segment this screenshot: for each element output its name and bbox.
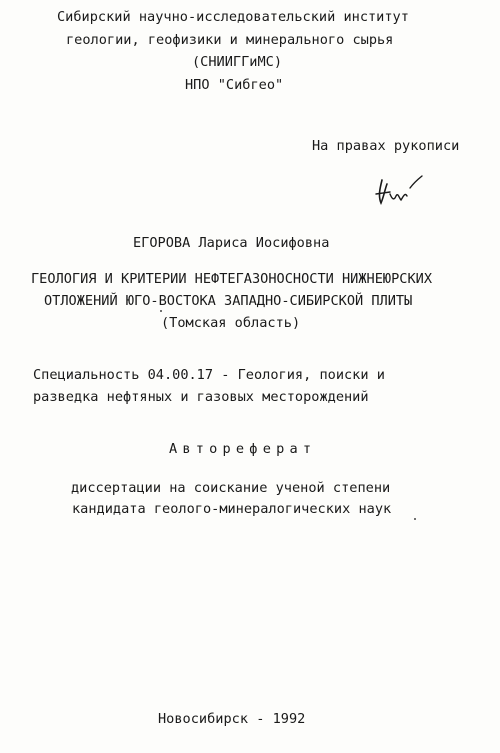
dissertation-title-line-1: ГЕОЛОГИЯ И КРИТЕРИИ НЕФТЕГАЗОНОСНОСТИ НИЖНЕЮРСКИХ bbox=[31, 271, 433, 287]
author-name: ЕГОРОВА Лариса Иосифовна bbox=[133, 235, 330, 251]
scan-speck bbox=[414, 518, 416, 520]
specialty-line-1: Специальность 04.00.17 - Геология, поиски и bbox=[33, 367, 385, 383]
specialty-line-2: разведка нефтяных и газовых месторождений bbox=[33, 389, 369, 405]
institute-name-line-2: геологии, геофизики и минерального сырья bbox=[66, 32, 394, 48]
handwritten-signature bbox=[370, 170, 440, 210]
organization-name: НПО "Сибгео" bbox=[185, 77, 284, 93]
institute-abbreviation: (СНИИГГиМС) bbox=[192, 54, 283, 70]
rights-note: На правах рукописи bbox=[312, 138, 460, 154]
place-and-year: Новосибирск - 1992 bbox=[158, 711, 306, 727]
dissertation-title-line-2: ОТЛОЖЕНИЙ ЮГО-ВОСТОКА ЗАПАДНО-СИБИРСКОЙ ПЛИТЫ bbox=[44, 293, 413, 309]
dissertation-title-region: (Томская область) bbox=[161, 315, 301, 331]
document-type: Автореферат bbox=[169, 441, 317, 457]
scan-speck bbox=[160, 310, 162, 312]
purpose-line-1: диссертации на соискание ученой степени bbox=[71, 480, 391, 496]
purpose-line-2: кандидата геолого-минералогических наук bbox=[72, 501, 392, 517]
institute-name-line-1: Сибирский научно-исследовательский институт bbox=[57, 9, 409, 25]
